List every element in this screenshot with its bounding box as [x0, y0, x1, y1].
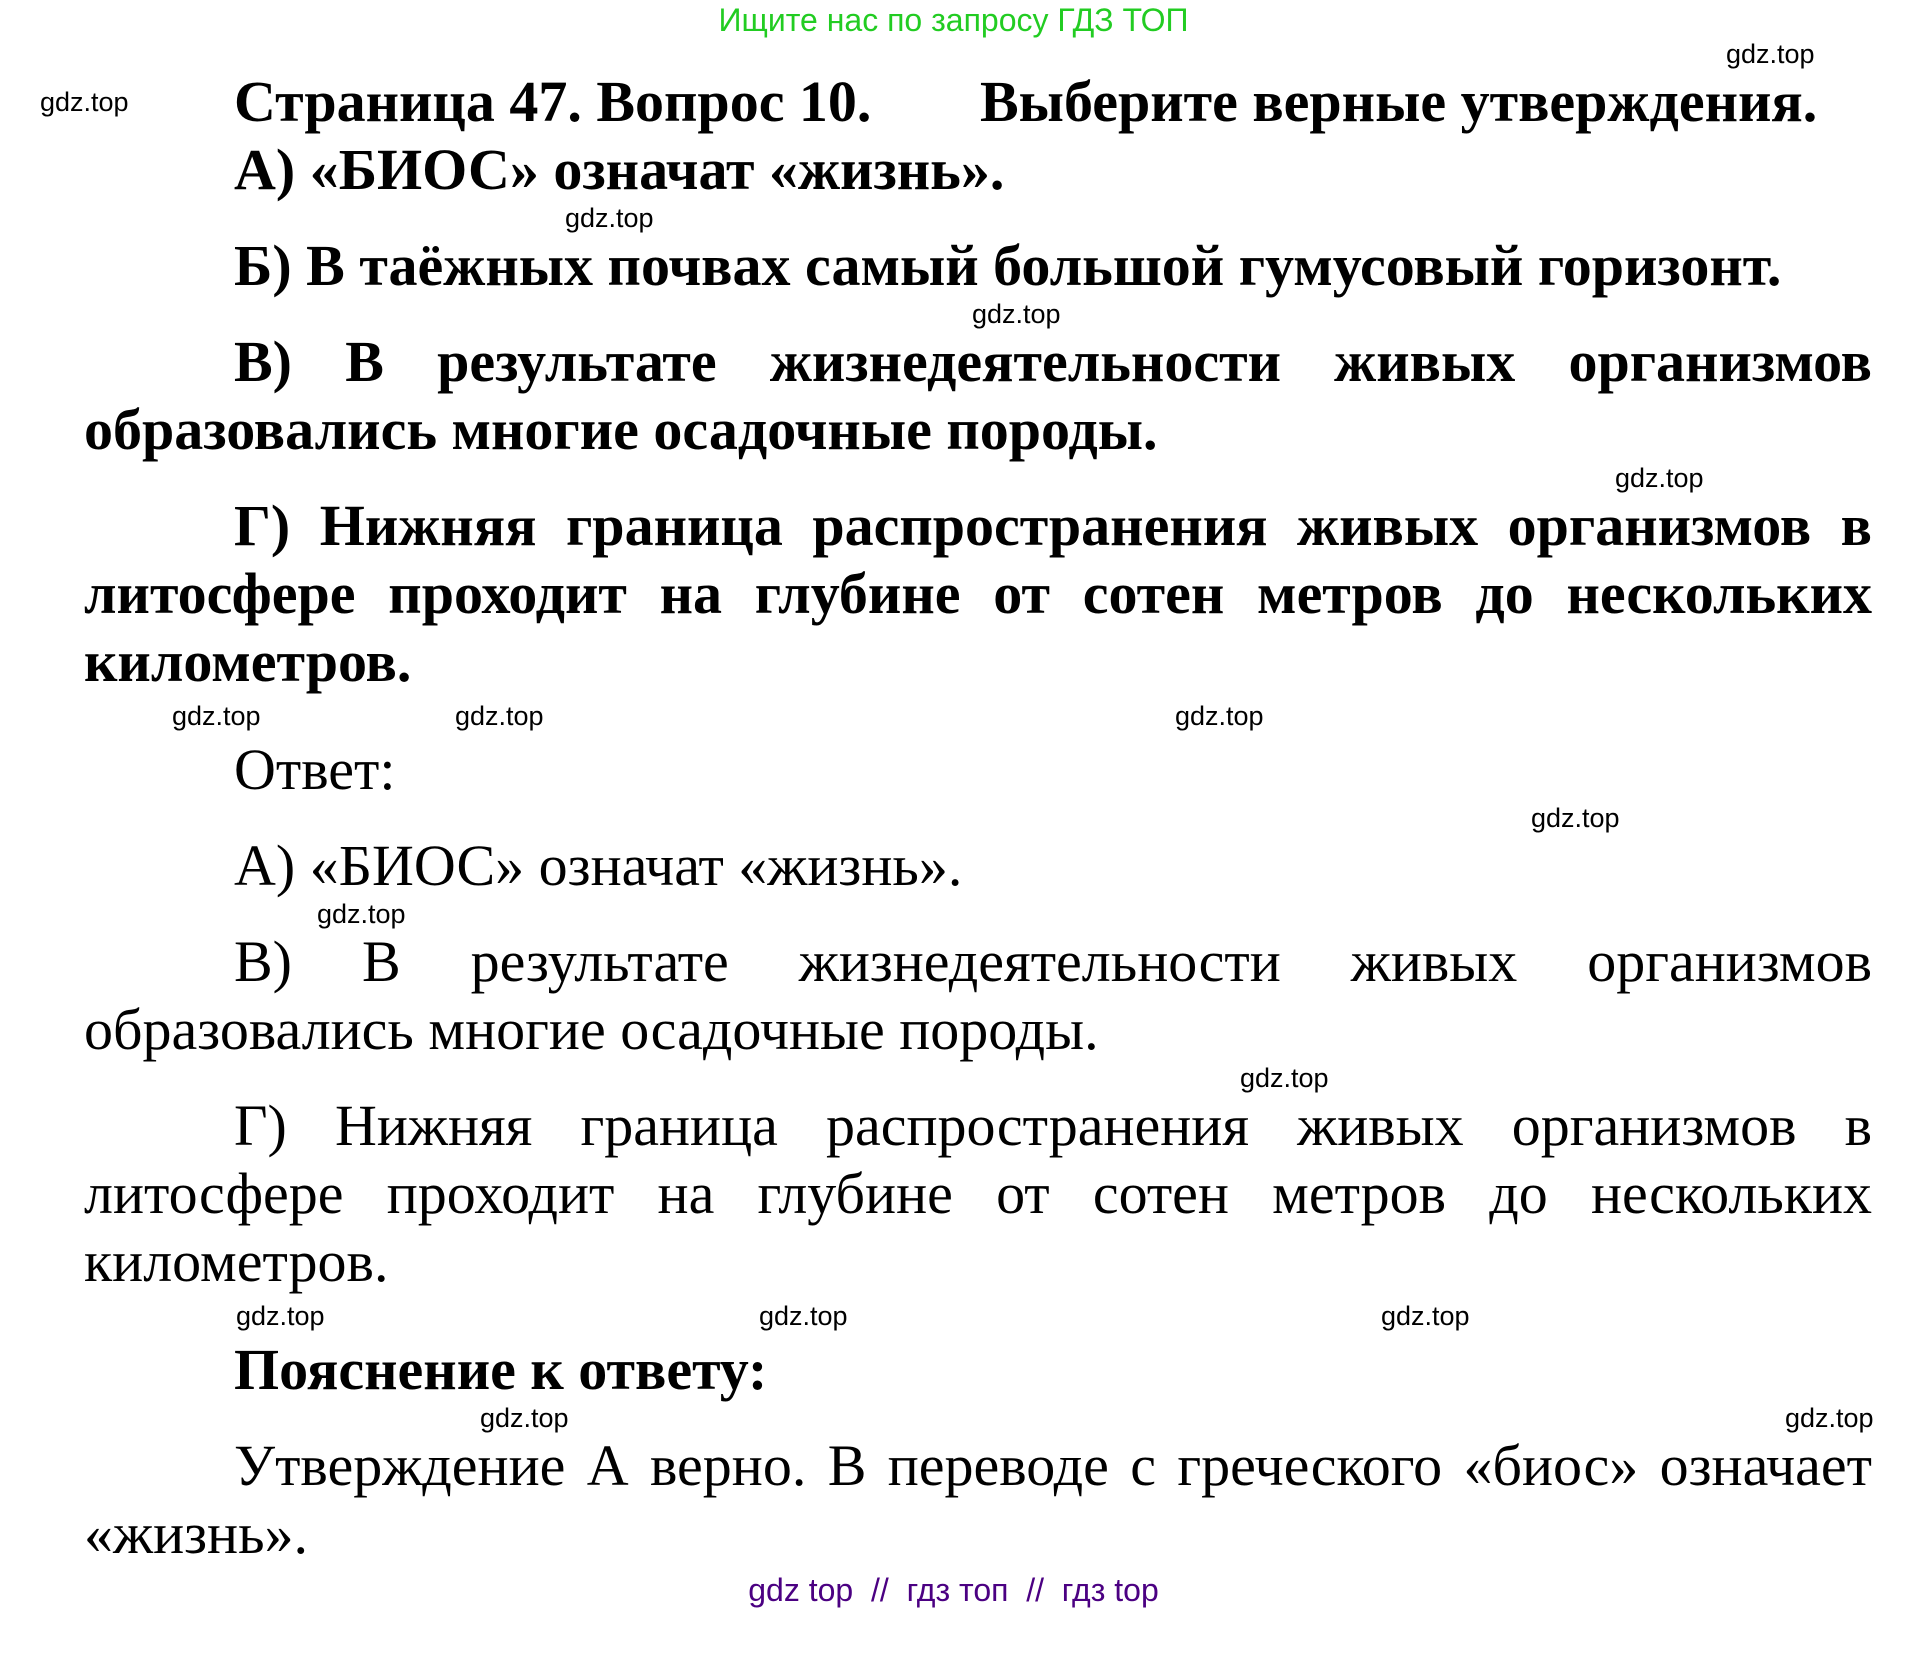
- answer-item-g: Г) Нижняя граница распространения живых организмов в литосфере проходит на глубине от сотен метров до нескольких километров.: [84, 1093, 1872, 1294]
- watermark: gdz.top: [1175, 701, 1264, 731]
- spacer: [0, 1296, 1907, 1336]
- watermark: gdz.top: [565, 203, 654, 233]
- spacer: [0, 1064, 1907, 1092]
- question-header: [0, 68, 1907, 136]
- question-option-a: А) «БИОС» означат «жизнь».: [234, 137, 1005, 202]
- question-prompt: Выберите верные утверждения.: [980, 69, 1818, 134]
- spacer: [0, 300, 1907, 328]
- spacer: [0, 1404, 1907, 1432]
- watermark: gdz.top: [1785, 1403, 1874, 1433]
- watermark: gdz.top: [40, 87, 129, 117]
- watermark: gdz.top: [1381, 1301, 1470, 1331]
- top-banner[interactable]: Ищите нас по запросу ГДЗ ТОП: [718, 2, 1189, 38]
- question-option-g: Г) Нижняя граница распространения живых организмов в литосфере проходит на глубине от сотен метров до нескольких километров.: [84, 493, 1872, 694]
- answer-item-v: В) В результате жизнедеятельности живых организмов образовались многие осадочные породы.: [84, 929, 1872, 1062]
- watermark: gdz.top: [236, 1301, 325, 1331]
- answer-item-a: А) «БИОС» означат «жизнь».: [234, 833, 963, 898]
- watermark: gdz.top: [972, 299, 1061, 329]
- spacer: [0, 804, 1907, 832]
- watermark: gdz.top: [480, 1403, 569, 1433]
- question-option-b: Б) В таёжных почвах самый большой гумусовый горизонт.: [234, 233, 1782, 298]
- watermark: gdz.top: [317, 899, 406, 929]
- bottom-banner[interactable]: gdz top // гдз топ // гдз top: [748, 1572, 1159, 1608]
- spacer: [0, 696, 1907, 736]
- explanation-heading: Пояснение к ответу:: [234, 1337, 768, 1402]
- spacer: [0, 40, 1907, 68]
- watermark: gdz.top: [1240, 1063, 1329, 1093]
- question-title: Страница 47. Вопрос 10.: [234, 69, 872, 134]
- spacer: [0, 464, 1907, 492]
- watermark: gdz.top: [1726, 39, 1815, 69]
- watermark: gdz.top: [759, 1301, 848, 1331]
- watermark: gdz.top: [172, 701, 261, 731]
- answer-label: Ответ:: [234, 737, 396, 802]
- question-option-v: В) В результате жизнедеятельности живых организмов образовались многие осадочные породы.: [84, 329, 1872, 462]
- spacer: [0, 204, 1907, 232]
- watermark: gdz.top: [1615, 463, 1704, 493]
- spacer: [0, 900, 1907, 928]
- watermark: gdz.top: [1531, 803, 1620, 833]
- watermark: gdz.top: [455, 701, 544, 731]
- explanation-text: Утверждение А верно. В переводе с греческого «биос» означает «жизнь».: [84, 1433, 1872, 1566]
